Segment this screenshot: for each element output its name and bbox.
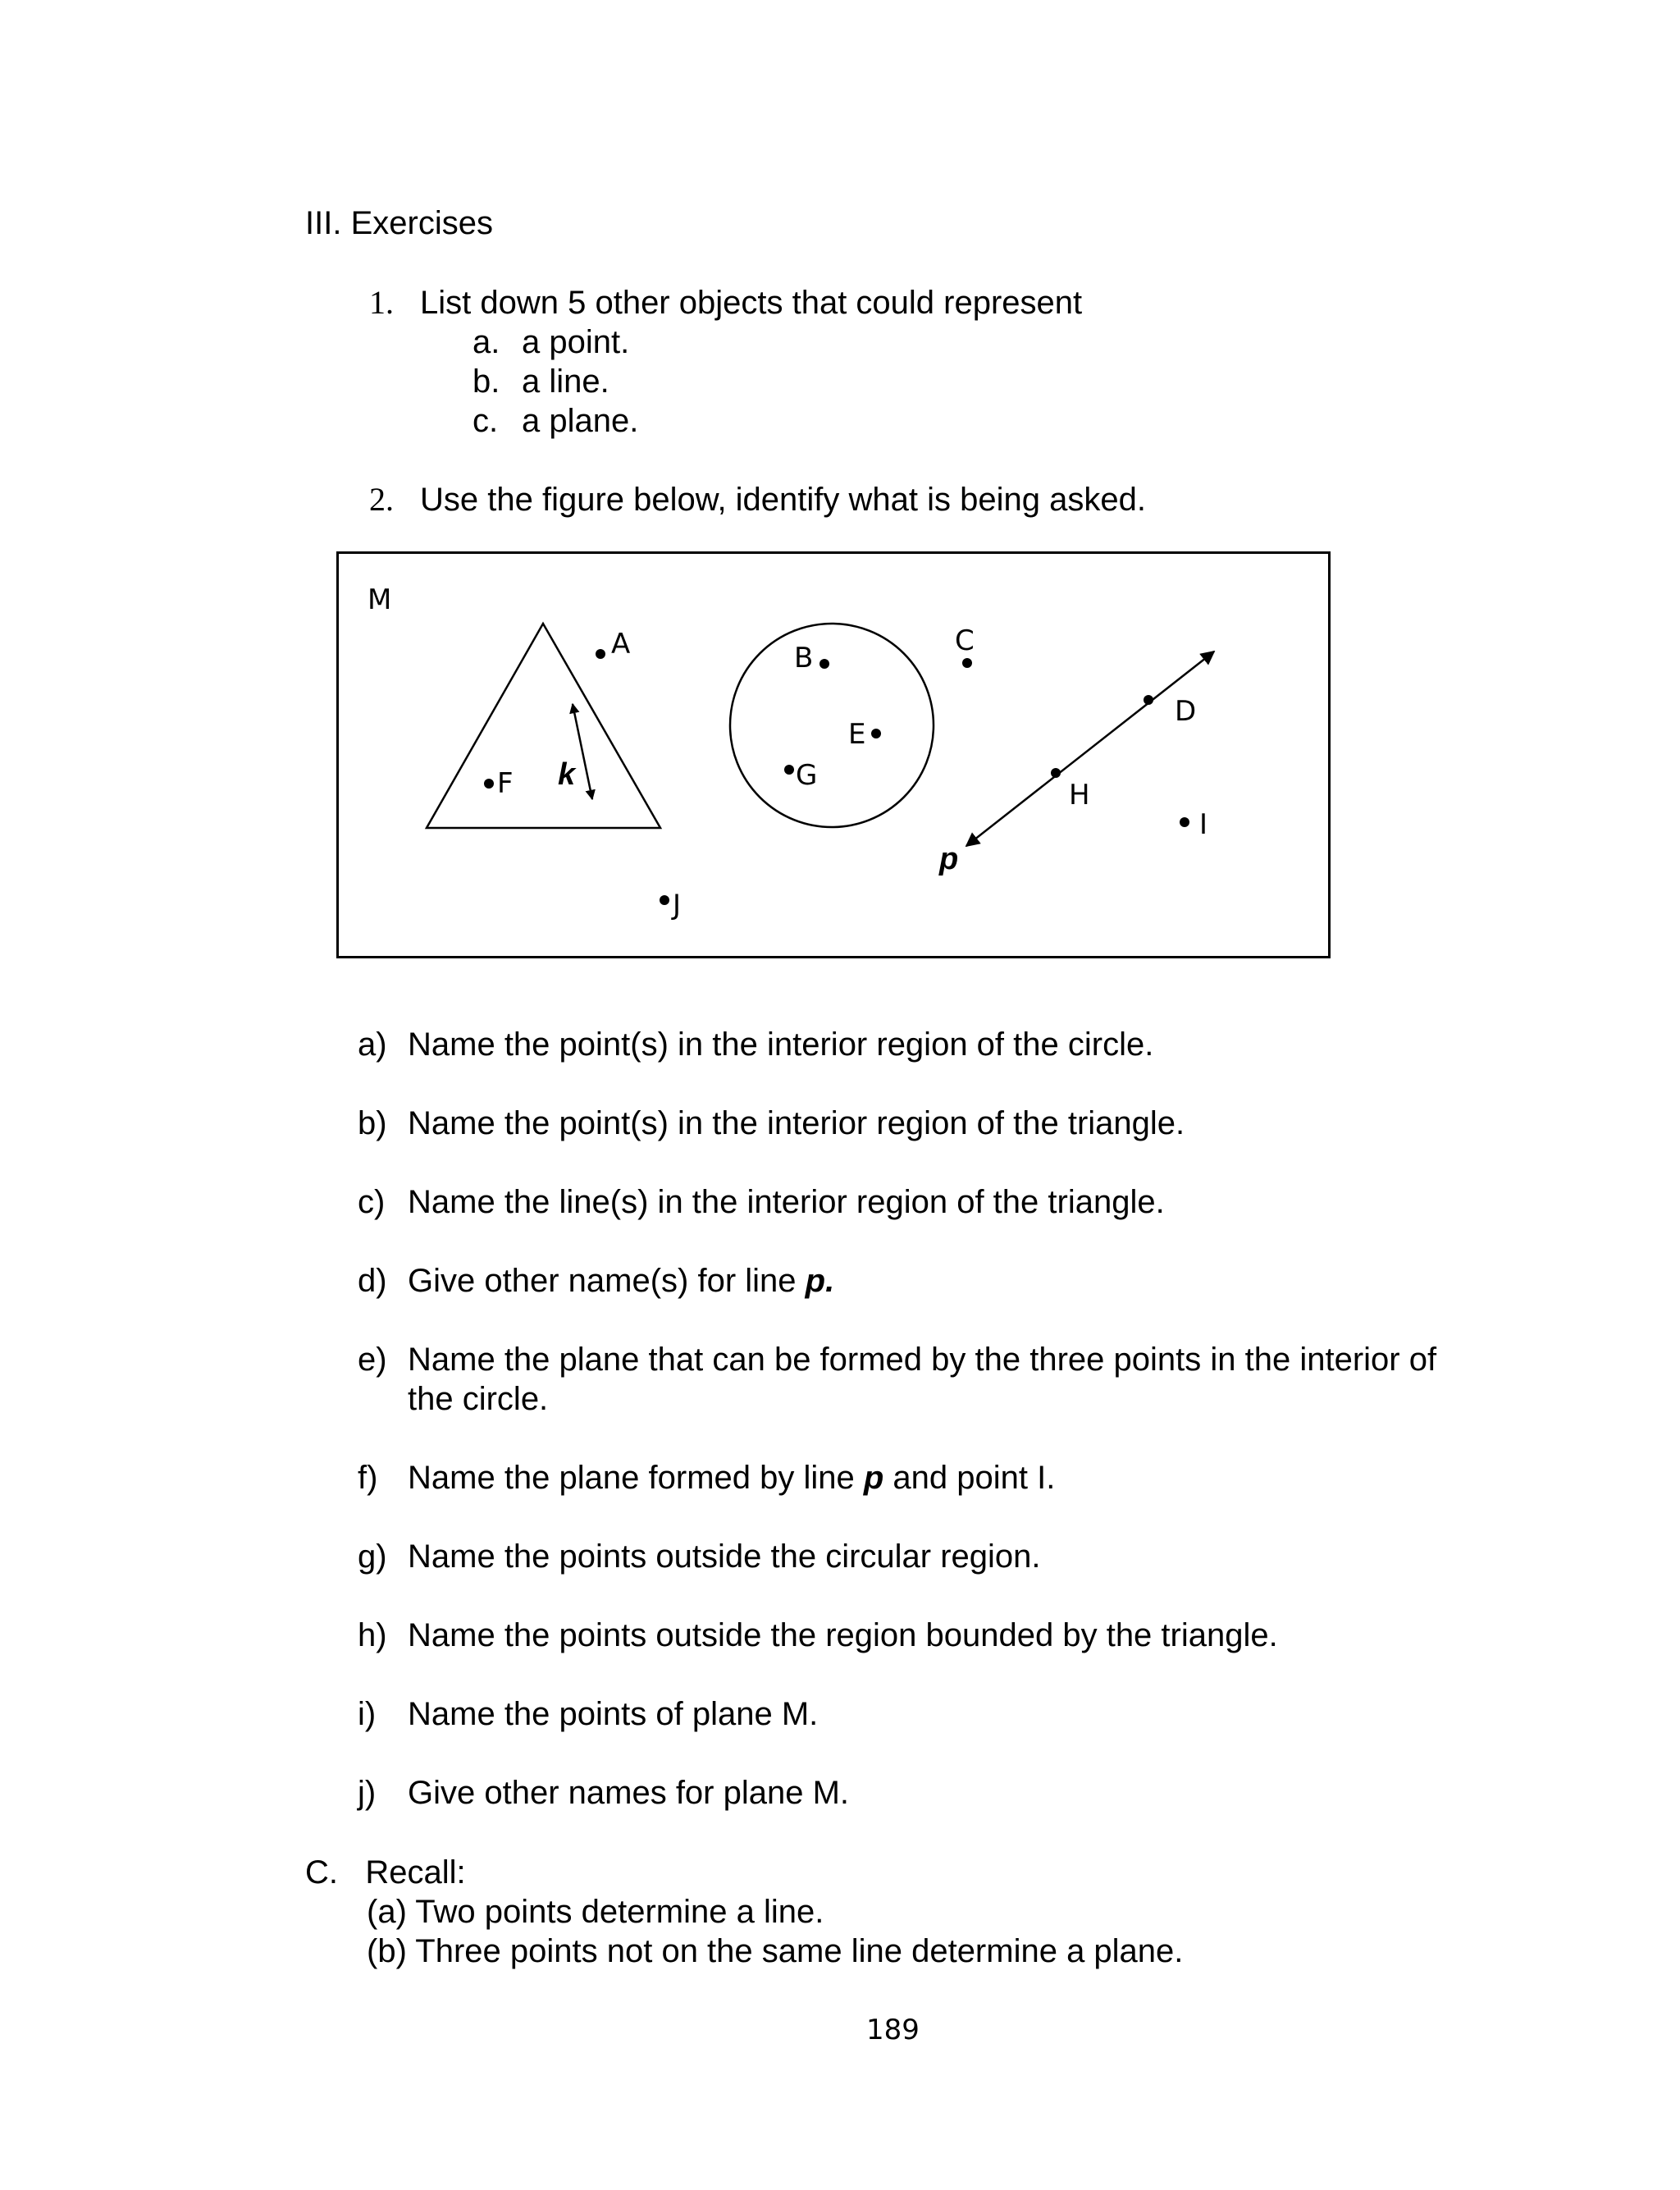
question-text: Name the plane formed by line p and point I. (408, 1460, 1056, 1496)
question-letter: b) (358, 1105, 387, 1141)
exercise-1-item-text: a point. (522, 324, 630, 360)
question-text: Name the points outside the circular region. (408, 1538, 1041, 1575)
question-text: Name the point(s) in the interior region of the circle. (408, 1026, 1154, 1063)
line-p (966, 652, 1214, 846)
exercise-1-item-text: a line. (522, 363, 609, 400)
point-h-dot (1051, 768, 1061, 778)
point-d-label: D (1175, 695, 1197, 728)
point-e-dot (871, 729, 881, 738)
point-c-label: C (955, 624, 975, 657)
exercise-1-number: 1. (369, 284, 394, 321)
question-text: Give other name(s) for line p. (408, 1263, 835, 1299)
exercise-1-item-letter: b. (472, 363, 500, 400)
exercise-1-prompt: List down 5 other objects that could represent (420, 285, 1083, 321)
question-text: Name the plane that can be formed by the three points in the interior of (408, 1342, 1437, 1378)
exercise-1-item-text: a plane. (522, 403, 639, 439)
line-k (573, 704, 592, 799)
point-e-label: E (848, 718, 866, 751)
question-text-continued: the circle. (408, 1381, 549, 1417)
question-letter: g) (358, 1538, 387, 1575)
question-letter: c) (358, 1184, 386, 1220)
line-p-label: p (939, 842, 959, 876)
question-text: Name the line(s) in the interior region of the triangle. (408, 1184, 1165, 1220)
point-f-label: F (497, 767, 514, 800)
recall-item: (a) Two points determine a line. (367, 1894, 824, 1930)
section-title: III. Exercises (305, 205, 493, 241)
point-j-label: J (673, 889, 682, 921)
point-i-label: I (1199, 808, 1208, 841)
question-letter: h) (358, 1617, 387, 1653)
question-text: Name the points of plane M. (408, 1696, 819, 1732)
point-b-dot (819, 659, 829, 669)
point-h-label: H (1069, 779, 1090, 812)
question-letter: i) (358, 1696, 377, 1732)
circle (730, 624, 934, 827)
point-g-dot (784, 765, 794, 775)
plane-m-label: M (368, 583, 392, 616)
geometry-figure (336, 551, 1331, 958)
question-letter: f) (358, 1460, 378, 1496)
point-a-dot (596, 649, 605, 659)
point-f-dot (484, 779, 494, 789)
point-a-label: A (611, 628, 631, 661)
question-letter: d) (358, 1263, 387, 1299)
question-letter: e) (358, 1342, 387, 1378)
point-c-dot (962, 658, 972, 668)
point-i-dot (1180, 817, 1189, 827)
exercise-2-prompt: Use the figure below, identify what is being asked. (420, 482, 1146, 518)
exercise-1-item-letter: a. (472, 324, 500, 360)
plane-m-border (338, 553, 1330, 958)
recall-item: (b) Three points not on the same line determine a plane. (367, 1933, 1184, 1969)
line-k-label: k (558, 757, 576, 792)
question-letter: j) (358, 1775, 377, 1811)
question-text: Name the point(s) in the interior region of the triangle. (408, 1105, 1185, 1141)
page-number: 189 (866, 2014, 920, 2046)
exercise-2-number: 2. (369, 481, 394, 518)
question-letter: a) (358, 1026, 387, 1063)
point-j-dot (660, 895, 669, 905)
question-text: Name the points outside the region bounded by the triangle. (408, 1617, 1278, 1653)
point-b-label: B (794, 642, 814, 674)
point-g-label: G (796, 759, 818, 792)
point-d-dot (1144, 695, 1153, 705)
recall-heading: C. Recall: (305, 1854, 466, 1891)
question-text: Give other names for plane M. (408, 1775, 850, 1811)
exercise-1-item-letter: c. (472, 403, 499, 439)
